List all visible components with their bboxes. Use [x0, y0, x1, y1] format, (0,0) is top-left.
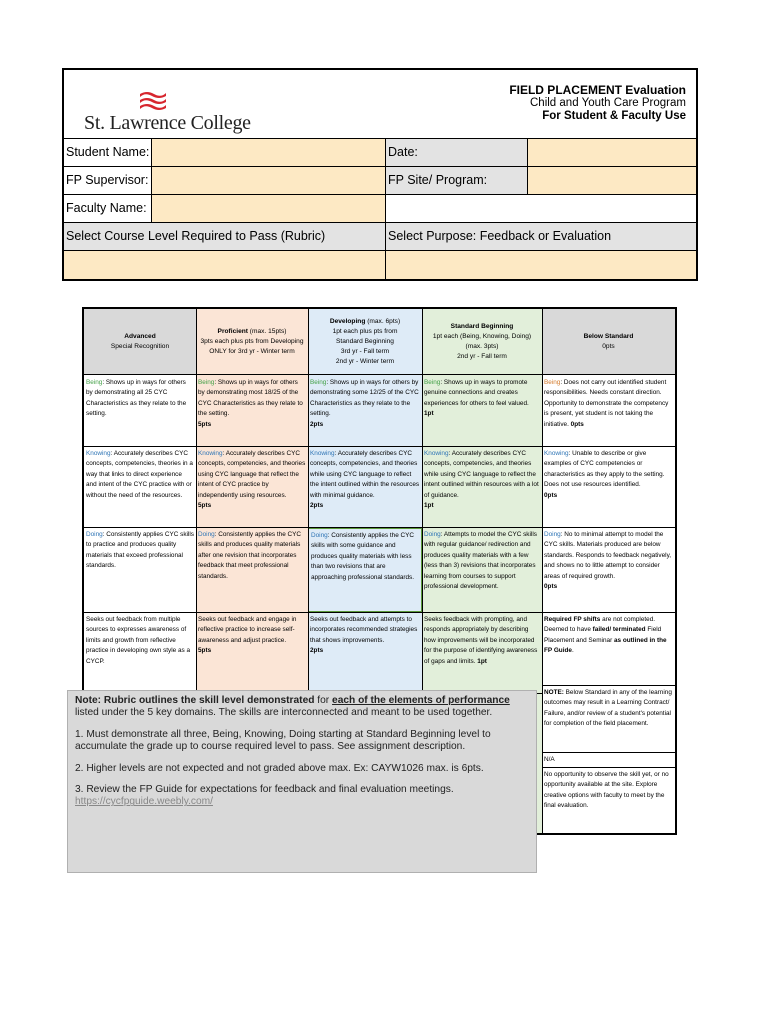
note-item-1: 1. Must demonstrate all three, Being, Knowing, Doing starting at Standard Beginning level to accumulate the grade up to course required level to pass. See assignment description. [75, 728, 491, 753]
form-row-student [64, 138, 696, 166]
note-lead-for: for [314, 695, 333, 706]
developing-points-rule: 1pt each plus pts from [332, 327, 398, 335]
fp-supervisor-field[interactable] [152, 167, 386, 194]
faculty-blank-cell [386, 195, 696, 222]
developing-max: (max. 6pts) [365, 317, 401, 325]
fp-site-field[interactable] [528, 167, 696, 194]
knowing-keyword: Knowing [544, 450, 569, 457]
proficient-title: Proficient [217, 327, 248, 335]
below-standard-header [542, 309, 675, 375]
knowing-keyword: Knowing [310, 450, 335, 457]
form-title-block [509, 84, 686, 123]
developing-knowing-text: : Accurately describes CYC concepts, competencies, and theories while using CYC language to reflect the intent outlined within the resources with minimal guidance. [310, 450, 420, 499]
fp-guide-link[interactable]: https://cycfpguide.weebly.com/ [75, 796, 213, 808]
proficient-doing-cell [196, 528, 308, 612]
standard-knowing-cell [422, 447, 542, 527]
advanced-header [84, 309, 196, 375]
na-description-cell [542, 768, 675, 834]
fp-site-label: FP Site/ Program: [386, 167, 528, 194]
fp-guide-bold: as outlined in the FP Guide [544, 636, 667, 655]
below-standard-title: Below Standard [583, 332, 634, 340]
developing-doing-cell [308, 528, 422, 612]
developing-knowing-cell [308, 447, 422, 527]
below-doing-cell [542, 528, 675, 612]
below-note-text: Below Standard in any of the learning outcomes may result in a Learning Contract/ Failure, and/or review of a student's potential for completion of the field placement. [544, 689, 672, 728]
note-item-3-text: 3. Review the FP Guide for expectations for feedback and final evaluation meetings. [75, 784, 454, 796]
developing-doing-text: : Consistently applies the CYC skills with some guidance and produces quality materials with less than two revisions that are approaching professional standards. [311, 532, 415, 581]
form-row-supervisor [64, 166, 696, 194]
developing-term-2: 2nd yr - Winter term [335, 357, 395, 365]
being-keyword: Being [198, 379, 215, 386]
fp-supervisor-label: FP Supervisor: [64, 167, 152, 194]
proficient-header [196, 309, 308, 375]
standard-feedback-text: Seeks feedback with prompting, and responds appropriately by describing how improvements will be incorporated for the purpose of identifying awareness of gaps and limits. [424, 616, 538, 665]
knowing-keyword: Knowing [86, 450, 111, 457]
developing-being-cell [308, 376, 422, 446]
advanced-doing-text: : Consistently applies CYC skills to practice and produces quality materials that exceed professional standards. [86, 531, 194, 570]
being-keyword: Being [86, 379, 103, 386]
developing-term-1: 3rd yr - Fall term [340, 347, 390, 355]
standard-knowing-text: : Accurately describes CYC concepts, competencies, and theories while using CYC language to reflect the intent outlined within resources with a lot of guidance. [424, 450, 539, 499]
proficient-doing-text: : Consistently applies the CYC skills and produces quality materials after one revision that incorporates feedback that meet professional standards. [198, 531, 302, 580]
proficient-max: (max. 15pts) [247, 327, 287, 335]
below-note-cell [542, 686, 675, 752]
below-knowing-cell [542, 447, 675, 527]
note-lead: Note: Rubric outlines the skill level demonstrated [75, 695, 315, 706]
required-text-2: Field Placement and Seminar [544, 626, 662, 644]
course-level-label: Select Course Level Required to Pass (Rubric) [64, 223, 386, 250]
note-intro [75, 695, 529, 720]
proficient-being-cell [196, 376, 308, 446]
grid-line [84, 527, 675, 528]
standard-being-cell [422, 376, 542, 446]
faculty-name-label: Faculty Name: [64, 195, 152, 222]
below-standard-column [542, 309, 675, 833]
standard-beginning-term: 2nd yr - Fall term [457, 352, 507, 360]
logo-text: St. Lawrence College [84, 112, 251, 134]
advanced-feedback-text: Seeks out feedback from multiple sources to expresses awareness of limits and growth from reflective practice in developing own style as a CYCP. [86, 616, 191, 665]
advanced-title: Advanced [124, 332, 156, 340]
advanced-being-cell [84, 376, 196, 446]
proficient-knowing-points: 5pts [198, 502, 212, 510]
advanced-knowing-text: : Accurately describes CYC concepts, competencies, theories in a way that links to direct experience and intent of the CYC practice with or without the need of the resources. [86, 450, 193, 499]
standard-doing-text: : Attempts to model the CYC skills with regular guidance/ redirection and produces quality materials with a few (less than 3) revisions that incorporates learning from courses to support professional development. [424, 531, 537, 591]
standard-beginning-points-rule: 1pt each (Being, Knowing, Doing) [432, 332, 532, 340]
below-doing-points: 0pts [544, 583, 558, 591]
developing-being-text: : Shows up in ways for others by demonstrating some 12/25 of the CYC Characteristics as they relate to the setting. [310, 379, 419, 418]
date-label: Date: [386, 139, 528, 166]
note-item-3 [75, 784, 529, 809]
developing-feedback-text: Seeks out feedback and attempts to incorporates recommended strategies that shows improvements. [310, 616, 418, 644]
below-being-points: 0pts [570, 420, 584, 428]
proficient-points-rule: 3pts each plus pts from Developing [200, 337, 304, 345]
grid-line [542, 752, 675, 753]
developing-title: Developing [329, 317, 366, 325]
student-name-field[interactable] [152, 139, 386, 166]
proficient-being-points: 5pts [198, 420, 212, 428]
proficient-feedback-cell [196, 613, 308, 693]
developing-header [308, 309, 422, 375]
na-label-cell [542, 753, 675, 767]
form-row-selection-fields [64, 250, 696, 279]
grid-line [196, 309, 197, 693]
standard-being-points: 1pt [424, 410, 434, 418]
below-being-cell [542, 376, 675, 446]
note-lead-rest: listed under the 5 key domains. The skills are interconnected and meant to be used together. [75, 707, 493, 719]
doing-keyword: Doing [311, 532, 328, 539]
standard-beginning-title: Standard Beginning [450, 322, 514, 330]
developing-feedback-cell [308, 613, 422, 693]
developing-feedback-points: 2pts [310, 647, 324, 655]
grid-line [542, 767, 675, 768]
form-row-faculty [64, 194, 696, 222]
knowing-keyword: Knowing [424, 450, 449, 457]
failed-terminated-bold: failed/ terminated [592, 626, 646, 634]
college-logo [84, 90, 251, 136]
grid-line [422, 309, 423, 693]
purpose-label: Select Purpose: Feedback or Evaluation [386, 223, 696, 250]
below-note-bold: NOTE: [544, 689, 564, 696]
grid-line [542, 685, 675, 686]
being-keyword: Being [544, 379, 561, 386]
developing-knowing-points: 2pts [310, 502, 324, 510]
proficient-feedback-text: Seeks out feedback and engage in reflective practice to increase self-awareness and adjust practice. [198, 616, 297, 644]
proficient-knowing-text: : Accurately describes CYC concepts, competencies, and theories using CYC language that reflect the intent of CYC practice by independently using resources. [198, 450, 306, 499]
below-required-cell [542, 613, 675, 685]
proficient-feedback-points: 5pts [198, 647, 212, 655]
course-level-select[interactable] [64, 251, 386, 279]
doing-keyword: Doing [198, 531, 215, 538]
form-row-selection-labels [64, 222, 696, 250]
standard-feedback-cell [422, 613, 542, 693]
rubric-note [67, 690, 537, 873]
form-header [64, 70, 696, 138]
standard-feedback-points: 1pt [477, 657, 487, 665]
form-title: FIELD PLACEMENT Evaluation [509, 83, 686, 97]
standard-knowing-points: 1pt [424, 502, 434, 510]
date-field[interactable] [528, 139, 696, 166]
developing-points-rule-2: Standard Beginning [336, 337, 394, 345]
evaluation-form-header [62, 68, 698, 281]
advanced-being-text: : Shows up in ways for others by demonstrating all 25 CYC Characteristics as they relate to the setting. [86, 379, 187, 418]
advanced-doing-cell [84, 528, 196, 612]
advanced-feedback-cell [84, 613, 196, 693]
being-keyword: Being [310, 379, 327, 386]
standard-beginning-max: (max. 3pts) [465, 342, 499, 350]
program-name: Child and Youth Care Program [530, 97, 686, 109]
below-knowing-text: : Unable to describe or give examples of CYC competencies or characteristics as they apply to the setting. Does not use resources identified. [544, 450, 665, 489]
standard-beginning-header [422, 309, 542, 375]
required-text-3: . [571, 647, 574, 655]
advanced-subtitle: Special Recognition [110, 342, 170, 350]
below-being-text: : Does not carry out identified student responsibilities. Needs constant direction. Opportunity to demonstrate the competency is present, yet student is not taking the initiative. [544, 379, 669, 428]
below-standard-points: 0pts [602, 342, 615, 350]
note-item-2: 2. Higher levels are not expected and not graded above max. Ex: CAYW1026 max. is 6pts. [75, 762, 484, 774]
grid-line [308, 309, 309, 693]
being-keyword: Being [424, 379, 441, 386]
standard-being-text: : Shows up in ways to promote genuine connections and creates experiences for others to feel valued. [424, 379, 529, 407]
student-name-label: Student Name: [64, 139, 152, 166]
proficient-term: ONLY for 3rd yr - Winter term [209, 347, 295, 355]
knowing-keyword: Knowing [198, 450, 223, 457]
below-doing-text: : No to minimal attempt to model the CYC skills. Materials produced are below standards. Responds to feedback negatively, and shows no to little attempt to consider areas of required growth. [544, 531, 672, 580]
doing-keyword: Doing [424, 531, 441, 538]
na-label: N/A [544, 756, 555, 763]
proficient-knowing-cell [196, 447, 308, 527]
below-knowing-points: 0pts [544, 491, 558, 499]
required-shifts-bold: Required FP shifts [544, 616, 601, 623]
note-lead-underline: each of the elements of performance [332, 695, 510, 706]
grid-line [542, 309, 543, 833]
na-description: No opportunity to observe the skill yet, or no opportunity available at the site. Explore creative options with faculty to meet by the final evaluation. [544, 771, 669, 810]
purpose-select[interactable] [386, 251, 696, 279]
required-text-1: are not completed. Deemed to have [544, 616, 656, 634]
logo-flag-icon [138, 90, 168, 110]
doing-keyword: Doing [86, 531, 103, 538]
standard-doing-cell [422, 528, 542, 612]
advanced-knowing-cell [84, 447, 196, 527]
doing-keyword: Doing [544, 531, 561, 538]
faculty-name-field[interactable] [152, 195, 386, 222]
developing-being-points: 2pts [310, 420, 324, 428]
grid-line [84, 446, 675, 447]
grid-line [84, 612, 675, 613]
proficient-being-text: : Shows up in ways for others by demonstrating most 18/25 of the CYC Characteristics as they relate to the setting. [198, 379, 303, 418]
audience-label: For Student & Faculty Use [542, 110, 686, 122]
